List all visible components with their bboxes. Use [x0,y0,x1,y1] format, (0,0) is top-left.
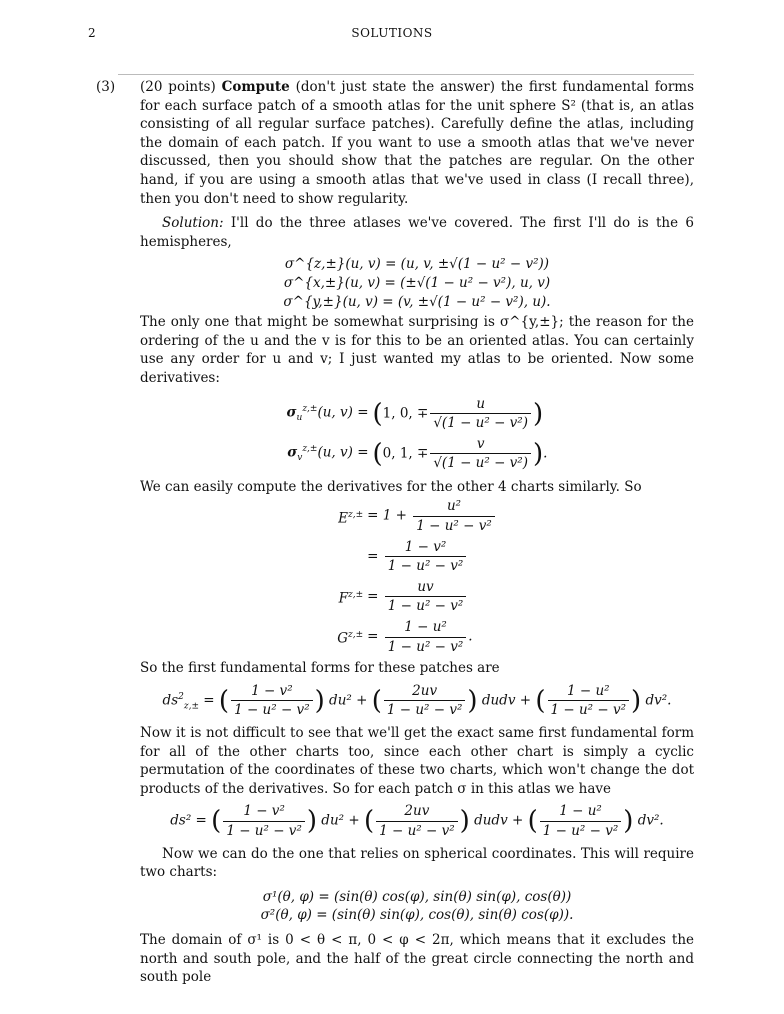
spherical-equations [118,888,694,925]
hemisphere-equations [140,255,694,311]
header-rule [118,74,694,75]
problem-statement [96,78,695,208]
eq-hemi-z: σ^{z,±}(u, v) = (u, v, ±√(1 − u² − v²)) [284,256,550,273]
problem-keyword: Compute [221,79,290,95]
solution-para-forms: So the first fundamental forms for these patches are [140,660,500,677]
solution-para-spherical: Now we can do the one that relies on spherical coordinates. This will require two charts: [140,845,694,881]
efg-equations: $E^{z,\pm}$ = 1 + $\frac{\text{u²}}{\text{1 − u² − v²}}$ = $\frac{\text{1 − v²}}{\text{1 − u² − v²}}$ $F^{z,\pm}$ = $\frac{uv}{\text{1 − u² − v²}}$ $G^{z,\pm}$ = $\frac{\text{1 − u²}}{\text{1 − u² − v²}}$ . [118,496,694,657]
eq-hemi-x: σ^{x,±}(u, v) = (±√(1 − u² − v²), u, v) [283,274,551,291]
first-fundamental-form-z: $ds^2_{z,\pm}$ = ( $\frac{\text{1 − v²}}{\text{1 − u² − v²}}$ ) du² + ( $\frac{2uv}{\text{1 − u² − v²}}$ ) dudv + ( $\frac{\text{1 − u²}}{\text{1 − u² − v²}}$ ) dv². [162,682,672,719]
solution-para-charts: We can easily compute the derivatives for the other 4 charts similarly. So [140,478,642,495]
solution-para-domain: The domain of σ¹ is 0 < θ < π, 0 < φ < 2π, which means that it excludes the north and south pole, and the half of the great circle connecting the north and south pole [140,931,694,986]
problem-points: (20 points) [140,79,216,95]
main-column [96,78,695,987]
problem-text: (don't just state the answer) the first fundamental forms for each surface patch of a smooth atlas for the unit sphere S² (that is, an atlas consisting of all regular surface patches). Carefully define the atlas, including the domain of each patch. If you want to use a smooth atlas that we've never discussed, then you should show that the patches are regular. On the other hand, if you are using a smooth atlas that we've used in class (I recall three), then you don't need to show regularity. [140,79,695,207]
first-fundamental-form: ds² = ( $\frac{\text{1 − v²}}{\text{1 − u² − v²}}$ ) du² + ( $\frac{2uv}{\text{1 − u² − v²}}$ ) dudv + ( $\frac{\text{1 − u²}}{\text{1 − u² − v²}}$ ) dv². [170,803,664,839]
eq-sph-1: σ¹(θ, φ) = (sin(θ) cos(φ), sin(θ) sin(φ), cos(θ)) [262,888,572,905]
solution-intro: Solution: I'll do the three atlases we've covered. The first I'll do is the 6 hemispheres, [140,215,694,250]
eq-sph-2: σ²(θ, φ) = (sin(θ) sin(φ), cos(θ), sin(θ) cos(φ)). [260,907,574,924]
solution-label: Solution: [162,215,224,232]
derivative-equations: $\sigma_u^{z,\pm}(u$, v) = (1, 0, ∓ $\frac{u}{\text{√(1 − u² − v²)}}$ ) $\sigma_v^{z,\pm}(u$, v) = (0, 1, ∓ $\frac{v}{\text{√(1 − u² − v²)}}$ ). [286,395,548,472]
solution-para-permutation: Now it is not difficult to see that we'll get the exact same first fundamental form for all of the other charts too, since each other chart is simply a cyclic permutation of the coordinates of these two charts, which won't change the dot products of the derivatives. So for each patch σ in this atlas we have [140,725,694,797]
solution-para-ordering: The only one that might be somewhat surprising is σ^{y,±}; the reason for the ordering of the u and the v is for this to be an oriented atlas. You can certainly use any order for u and v; I just wanted my atlas to be oriented. Now some derivatives: [140,314,694,386]
page-number: 2 [88,26,96,40]
running-head: SOLUTIONS [351,26,433,40]
eq-hemi-y: σ^{y,±}(u, v) = (v, ±√(1 − u² − v²), u). [283,293,551,310]
problem-number: (3) [96,79,116,95]
